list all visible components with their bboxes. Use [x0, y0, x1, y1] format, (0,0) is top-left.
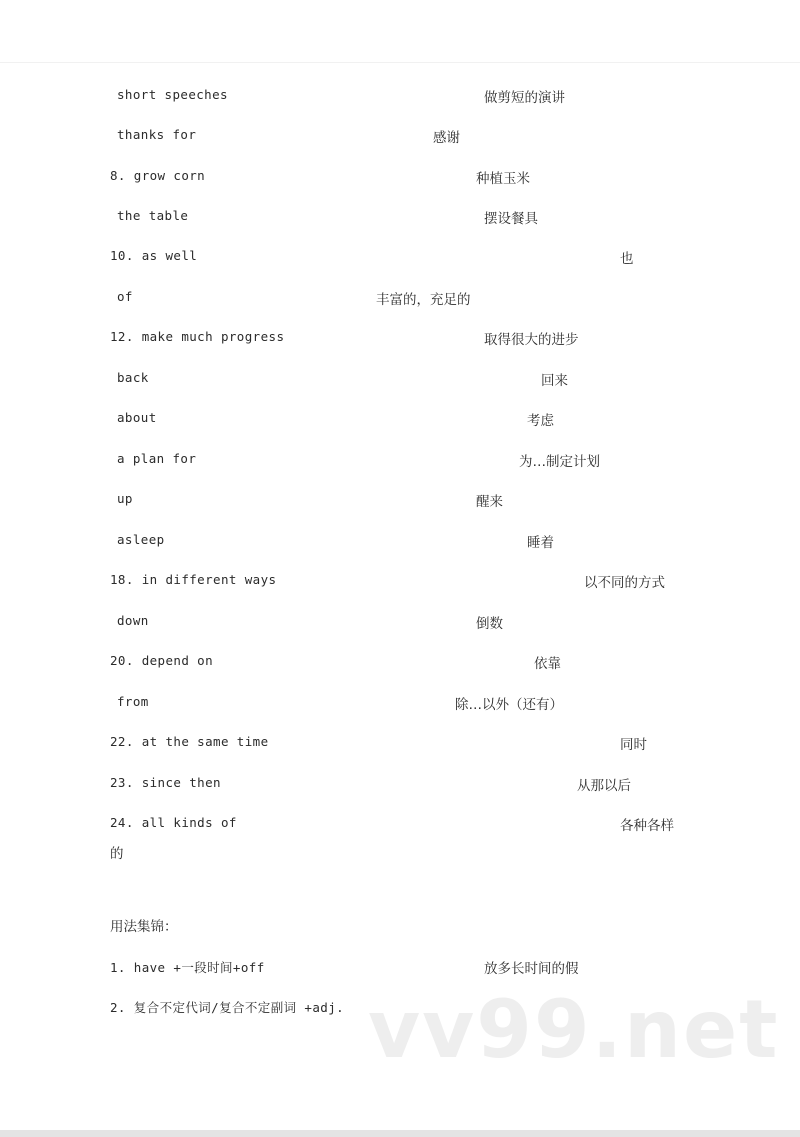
phrase-row: [0, 489, 800, 511]
phrase-english: 23. since then: [110, 775, 221, 790]
phrase-row: [0, 611, 800, 633]
phrase-chinese: 睡着: [527, 535, 554, 551]
phrase-english: the table: [117, 208, 189, 223]
phrase-english: back: [117, 370, 149, 385]
phrase-chinese: 感谢: [433, 130, 460, 146]
phrase-chinese: 做剪短的演讲: [484, 90, 565, 106]
phrase-row: [0, 246, 800, 268]
phrase-row: [0, 287, 800, 309]
page-header-band: [0, 0, 800, 63]
phrase-english: 22. at the same time: [110, 734, 269, 749]
phrase-chinese: 以不同的方式: [584, 575, 665, 591]
phrase-row: [0, 530, 800, 552]
phrase-english: about: [117, 410, 157, 425]
phrase-chinese: 除…以外（还有）: [455, 697, 563, 713]
usage-pattern: 2. 复合不定代词/复合不定副词 +adj.: [110, 1000, 345, 1015]
phrase-chinese: 依靠: [534, 656, 561, 672]
phrase-english: 8. grow corn: [110, 168, 206, 183]
phrase-row: [0, 449, 800, 471]
page-bottom-edge: [0, 1130, 800, 1137]
phrase-chinese: 也: [620, 251, 634, 267]
watermark: vv99.net: [368, 983, 780, 1076]
phrase-english: 18. in different ways: [110, 572, 277, 587]
phrase-english: of: [117, 289, 133, 304]
phrase-english: 20. depend on: [110, 653, 214, 668]
phrase-english: asleep: [117, 532, 165, 547]
phrase-row: [0, 813, 800, 835]
usage-pattern: 1. have +一段时间+off: [110, 960, 265, 975]
phrase-chinese: 种植玉米: [476, 171, 530, 187]
phrase-english: short speeches: [117, 87, 228, 102]
phrase-row: [0, 651, 800, 673]
phrase-chinese: 各种各样: [620, 818, 674, 834]
phrase-row: [0, 408, 800, 430]
phrase-row: [0, 368, 800, 390]
phrase-english: thanks for: [117, 127, 197, 142]
phrase-english: a plan for: [117, 451, 197, 466]
phrase-english: down: [117, 613, 149, 628]
phrase-row: [0, 732, 800, 754]
phrase-chinese: 回来: [541, 373, 568, 389]
usage-meaning: 放多长时间的假: [484, 961, 579, 977]
phrase-chinese: 丰富的，充足的: [376, 292, 471, 308]
phrase-chinese: 从那以后: [577, 778, 631, 794]
phrase-wrap-continuation: 的: [110, 846, 124, 862]
phrase-english: 12. make much progress: [110, 329, 285, 344]
phrase-chinese: 倒数: [476, 616, 503, 632]
phrase-english: up: [117, 491, 133, 506]
phrase-row: [0, 85, 800, 107]
phrase-chinese: 考虑: [527, 413, 554, 429]
phrase-row: [0, 773, 800, 795]
phrase-english: 24. all kinds of: [110, 815, 237, 830]
phrase-english: 10. as well: [110, 248, 198, 263]
phrase-chinese: 醒来: [476, 494, 503, 510]
usage-heading: 用法集锦：: [110, 919, 178, 935]
phrase-chinese: 同时: [620, 737, 647, 753]
usage-row: [0, 956, 800, 978]
phrase-row: [0, 570, 800, 592]
phrase-row: [0, 125, 800, 147]
phrase-row: [0, 692, 800, 714]
phrase-row: [0, 327, 800, 349]
phrase-row: [0, 166, 800, 188]
phrase-row: [0, 206, 800, 228]
phrase-chinese: 取得很大的进步: [484, 332, 579, 348]
phrase-chinese: 摆设餐具: [484, 211, 538, 227]
phrase-english: from: [117, 694, 149, 709]
phrase-chinese: 为…制定计划: [519, 454, 600, 470]
